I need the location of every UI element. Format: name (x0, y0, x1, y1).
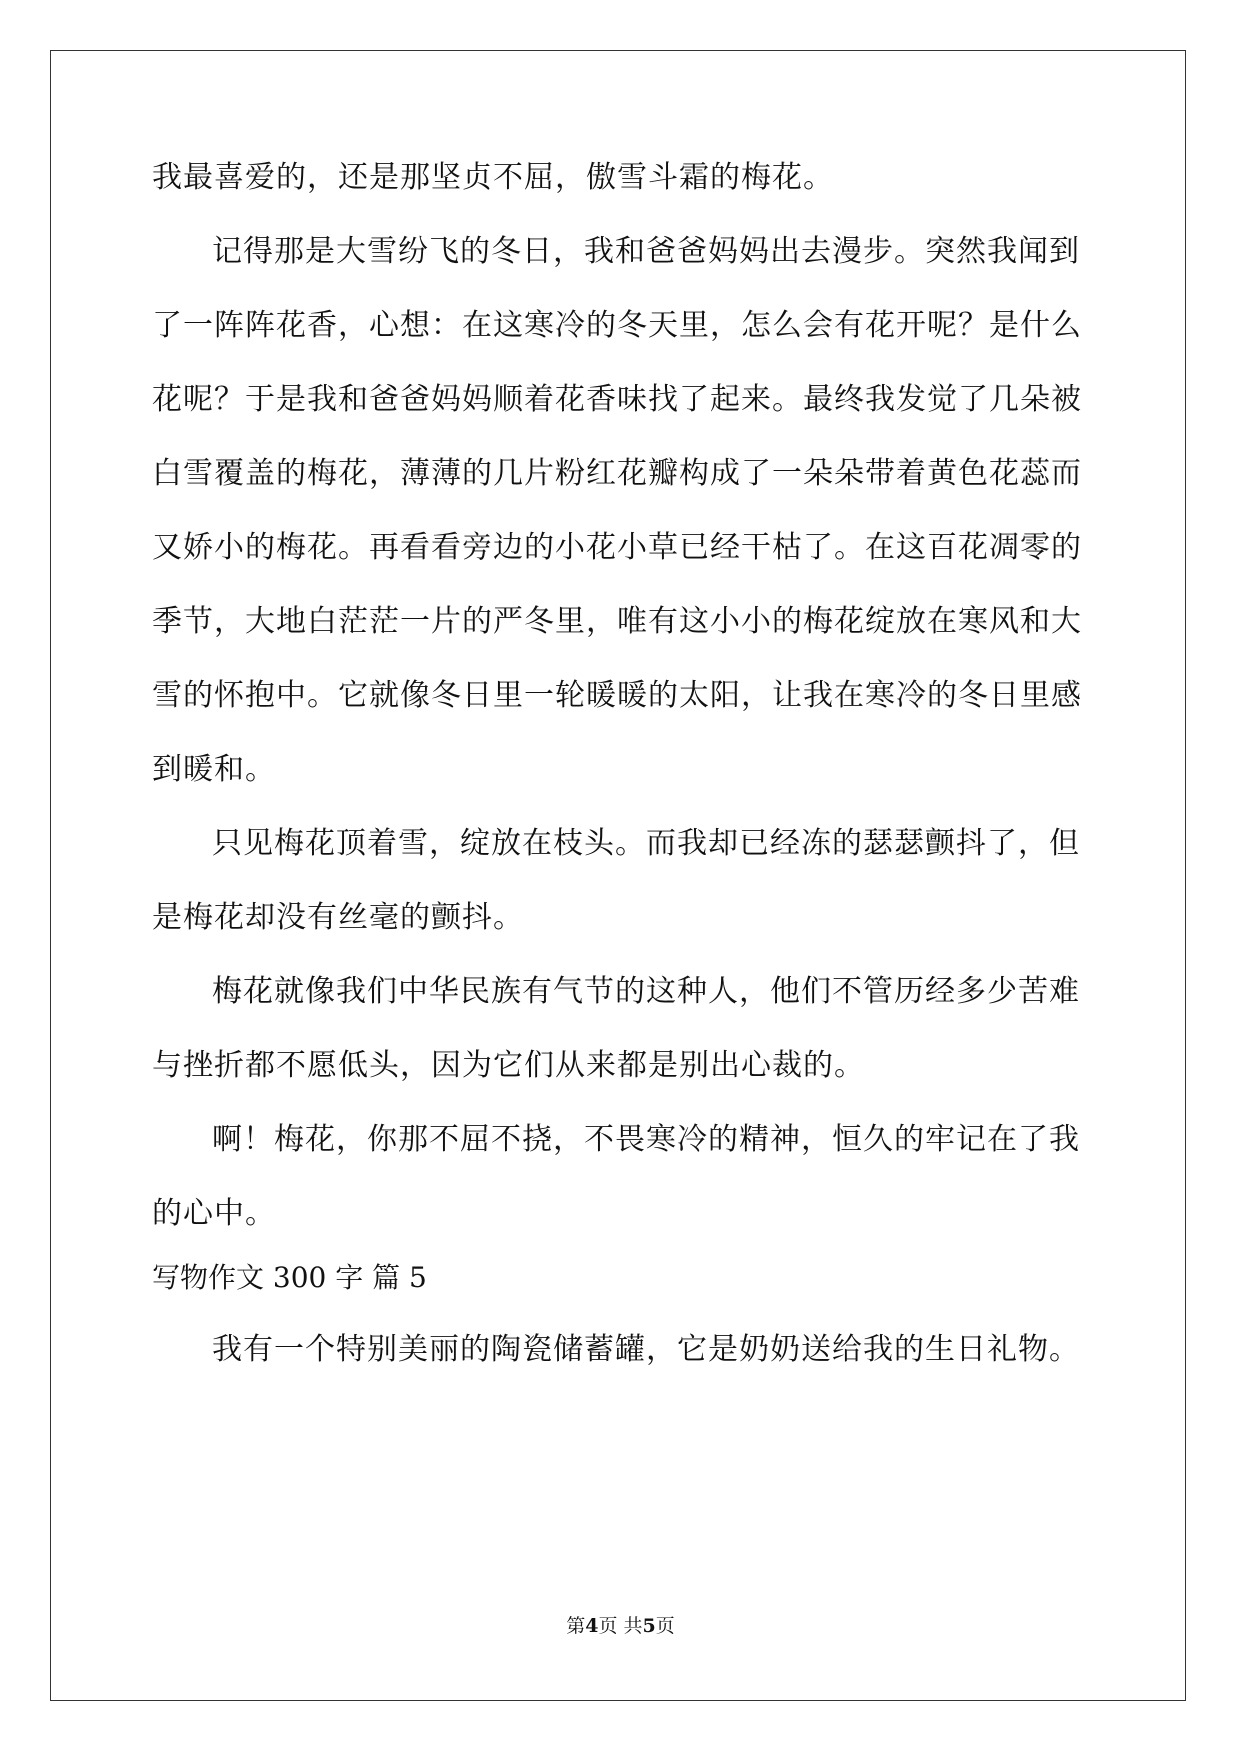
text-line: 我有一个特别美丽的陶瓷储蓄罐，它是奶奶送给我的生日礼物。 (212, 1332, 1080, 1367)
section-heading: 写物作文 300 字 篇 5 (152, 1261, 427, 1294)
text-line: 雪的怀抱中。它就像冬日里一轮暖暖的太阳，让我在寒冷的冬日里感 (152, 678, 1082, 713)
text-line: 与挫折都不愿低头，因为它们从来都是别出心裁的。 (152, 1048, 865, 1083)
page-border (50, 50, 1186, 1701)
total-page-number: 5 (642, 1615, 656, 1637)
text-line: 只见梅花顶着雪，绽放在枝头。而我却已经冻的瑟瑟颤抖了，但 (212, 826, 1080, 861)
text-line: 我最喜爱的，还是那坚贞不屈，傲雪斗霜的梅花。 (152, 160, 834, 195)
text-line: 记得那是大雪纷飞的冬日，我和爸爸妈妈出去漫步。突然我闻到 (212, 234, 1080, 269)
footer-prefix: 第 (566, 1615, 586, 1637)
page-footer (0, 1614, 1241, 1638)
text-line: 是梅花却没有丝毫的颤抖。 (152, 900, 524, 935)
text-line: 梅花就像我们中华民族有气节的这种人，他们不管历经多少苦难 (212, 974, 1080, 1009)
text-line: 到暖和。 (152, 752, 276, 787)
text-line: 季节，大地白茫茫一片的严冬里，唯有这小小的梅花绽放在寒风和大 (152, 604, 1082, 639)
current-page-number: 4 (585, 1615, 599, 1637)
text-line: 了一阵阵花香，心想：在这寒冷的冬天里，怎么会有花开呢？是什么 (152, 308, 1082, 343)
text-line: 的心中。 (152, 1196, 276, 1231)
footer-middle: 页 共 (598, 1615, 643, 1637)
text-line: 白雪覆盖的梅花，薄薄的几片粉红花瓣构成了一朵朵带着黄色花蕊而 (152, 456, 1082, 491)
text-line: 花呢？于是我和爸爸妈妈顺着花香味找了起来。最终我发觉了几朵被 (152, 382, 1082, 417)
text-line: 又娇小的梅花。再看看旁边的小花小草已经干枯了。在这百花凋零的 (152, 530, 1082, 565)
footer-suffix: 页 (655, 1615, 675, 1637)
text-line: 啊！梅花，你那不屈不挠，不畏寒冷的精神，恒久的牢记在了我 (212, 1122, 1080, 1157)
